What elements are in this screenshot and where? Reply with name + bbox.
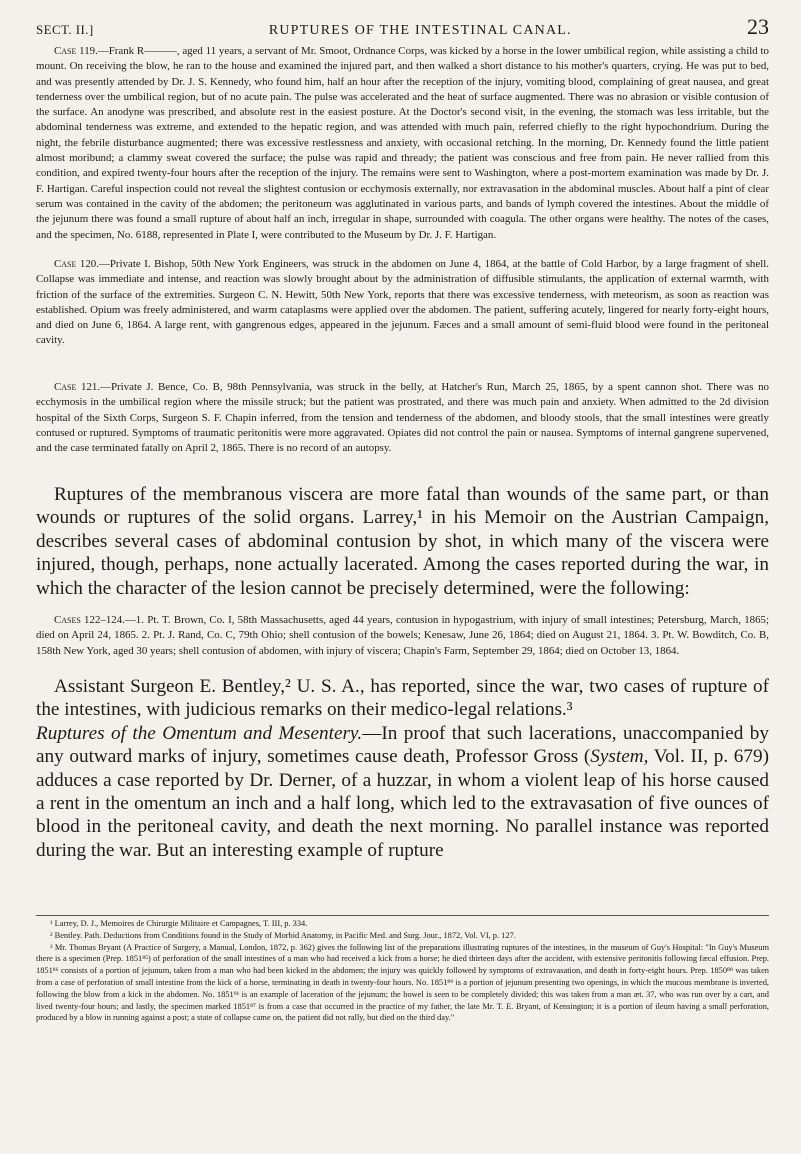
case-text: —Private J. Bence, Co. B, 98th Pennsylvania, was struck in the belly, at Hatcher's Run, March 25, 1865, by a spent cannon shot. There was no ecchymosis in the umbilical region where the missile struck; but the patient was prostrated, and there was much pain and anxiety. When admitted to the 2d division hospital of the Sixth Corps, Surgeon S. F. Chapin inferred, from the tension and tenderness of the abdomen, and bloody stools, that the small intestines were greatly contused or ruptured. Symptoms of traumatic peritonitis were more aggravated. Opiates did not control the pain or nausea. Symptoms of internal gangrene supervened, and the case terminated fatally on April 2, 1865. There is no record of an autopsy.	[36, 381, 769, 455]
paragraph-bentley-omentum	[36, 675, 769, 862]
case-label: Cases 122–124.	[54, 614, 125, 626]
case-text: —1. Pt. T. Brown, Co. I, 58th Massachusetts, aged 44 years, contusion in hypogastrium, with injury of small intestines; Petersburg, March, 1865; died on April 24, 1865. 2. Pt. J. Rand, Co. C, 79th Ohio; shell contusion of the bowels; Kenesaw, June 26, 1864; died on August 21, 1864. 3. Pt. W. Bowditch, Co. B, 158th New York, aged 30 years; shell contusion of abdomen, with injury of viscera; Chapin's Farm, September 29, 1864; died on October 13, 1864.	[36, 614, 770, 657]
page-header	[36, 14, 769, 40]
case-121	[36, 380, 769, 456]
case-label: Case 120.	[54, 258, 99, 270]
case-label: Case 119.	[54, 45, 98, 57]
omentum-heading: Ruptures of the Omentum and Mesentery.	[36, 722, 363, 744]
case-text: —Frank R———, aged 11 years, a servant of Mr. Smoot, Ordnance Corps, was kicked by a horse in the lower umbilical region, while assisting a child to mount. On receiving the blow, he ran to the house and examined the injured part, and then walked a short distance to his mother's quarters, crying. He was put to bed, and was presently attended by Dr. J. S. Kennedy, who found him, half an hour after the reception of the injury, vomiting blood, complaining of great nausea, and great tenderness over the umbilical region, but of no acute pain. The pulse was accelerated and the heat of surface augmented. There was no abrasion or visible contusion of the surface. An anodyne was prescribed, and absolute rest in the easiest posture. At the Doctor's second visit, in the evening, the stomach was less irritable, but the abdominal tenderness was extreme, and extended to the hepatic region, and was attended with much pain, referred chiefly to the right hypochondrium. During the night, the febrile disturbance augmented; there was excessive restlessness and anxiety, with occasional retching. In the morning, Dr. Kennedy found the little patient almost moribund; a clammy sweat covered the surface; the pulse was rapid and thready; the patient was conscious and free from pain. He never rallied from this condition, and expired twenty-four hours after the reception of the injury. The remains were sent to Washington, where a post-mortem examination was made by Dr. J. F. Hartigan. Careful inspection could not reveal the slightest contusion or ecchymosis externally, nor extravasation in the abdominal muscles. About half a pint of clear serum was contained in the cavity of the abdomen; the peritoneum was agglutinated in various parts, and bands of lymph covered the intestines. About the middle of the jejunum there was found a small rupture of about half an inch, irregular in shape, surrounded with coagula. The other organs were healthy. The notes of the cases, and the specimen, No. 6188, represented in Plate I, were contributed to the Museum by Dr. J. F. Hartigan.	[36, 45, 769, 241]
footnote-3: ³ Mr. Thomas Bryant (A Practice of Surgery, a Manual, London, 1872, p. 362) gives the following list of the preparations illustrating ruptures of the intestines, in the museum of Guy's Hospital: "In Guy's Museum there is a specimen (Prep. 1851⁸⁵) of perforation of the small intestines of a man who had received a kick from a horse; he died thirteen days after the accident, with extensive peritonitis following fæcal effusion. Prep. 1851⁸⁶ consists of a portion of jejunum, taken from a man who had been kicked in the abdomen; the injury was quickly followed by symptoms of extravasation, and death in forty-eight hours. Prep. 1850⁸⁸ was taken from a case of perforation of small intestine from the kick of a horse, terminating in death in twenty-four hours. No. 1851⁸⁹ is a portion of jejunum presenting two openings, in which the mucous membrane is inverted, following the blow from a kick in the abdomen. No. 1851⁹¹ is an example of laceration of the jejunum; the bowel is seen to be completely divided; this was taken from a man æt. 37, who was run over by a cart, and lived twenty-four hours; and lastly, the specimen marked 1851⁸⁷ is from a case that occurred in the practice of my father, the late Mr. T. E. Bryant, of Kensington; it is a portion of ileum having a small perforation, produced by a blow in running against a post; a state of collapse came on, the patient did not rally, but died on the third day."	[36, 942, 769, 1023]
footnote-2: ² Bentley. Path. Deductions from Conditions found in the Study of Morbid Anatomy, in Pacific Med. and Surg. Jour., 1872, Vol. VI, p. 127.	[50, 930, 516, 940]
footnotes	[36, 915, 769, 1024]
omentum-text: —In proof that such lacerations, unaccompanied by any outward marks of injury, sometimes cause death, Professor Gross (	[36, 722, 769, 768]
paragraph-ruptures-membranous: Ruptures of the membranous viscera are more fatal than wounds of the same part, or than wounds or ruptures of the solid organs. Larrey,¹ in his Memoir on the Austrian Campaign, describes several cases of abdominal contusion by shot, in which many of the viscera were injured, though, perhaps, none actually lacerated. Among the cases reported during the war, in which the character of the lesion cannot be precisely determined, were the following:	[36, 484, 769, 599]
running-title: RUPTURES OF THE INTESTINAL CANAL.	[268, 23, 572, 38]
omentum-text-cont: Vol. II, p. 679) adduces a case reported by Dr. Derner, of a huzzar, in whom a violent leap of his horse caused a rent in the omentum an inch and a half long, which led to the extravasation of five ounces of blood in the peritoneal cavity, and death the next morning. No parallel instance was reported during the war. But an interesting example of rupture	[36, 746, 769, 861]
case-label: Case 121.	[54, 381, 101, 393]
case-text: —Private I. Bishop, 50th New York Engineers, was struck in the abdomen on June 4, 1864, at the battle of Cold Harbor, by a large fragment of shell. Collapse was immediate and intense, and reaction was slowly brought about by the administration of diffusible stimulants, the application of external warmth, with friction of the surface of the extremities. Surgeon C. N. Hewitt, 50th New York, reports that there was excessive tenderness, with meteorism, as soon as reaction was established. Opium was freely administered, and warm cataplasms were applied over the abdomen. The patient, suffering acutely, lingered for nearly forty-eight hours, and died on June 6, 1864. A large rent, with gangrenous edges, appeared in the jejunum. Fæces and a small amount of semi-fluid blood were found in the peritoneal cavity.	[36, 258, 769, 347]
case-119	[36, 44, 769, 243]
system-title: System,	[590, 746, 649, 768]
bentley-text: Assistant Surgeon E. Bentley,² U. S. A., has reported, since the war, two cases of rupture of the intestines, with judicious remarks on their medico-legal relations.³	[36, 676, 769, 721]
cases-122-124	[36, 613, 769, 659]
footnote-1: ¹ Larrey, D. J., Memoires de Chirurgie Militaire et Campagnes, T. III, p. 334.	[50, 919, 308, 928]
page-number: 23	[746, 14, 769, 39]
case-120	[36, 257, 769, 349]
section-label: SECT. II.]	[36, 22, 94, 37]
